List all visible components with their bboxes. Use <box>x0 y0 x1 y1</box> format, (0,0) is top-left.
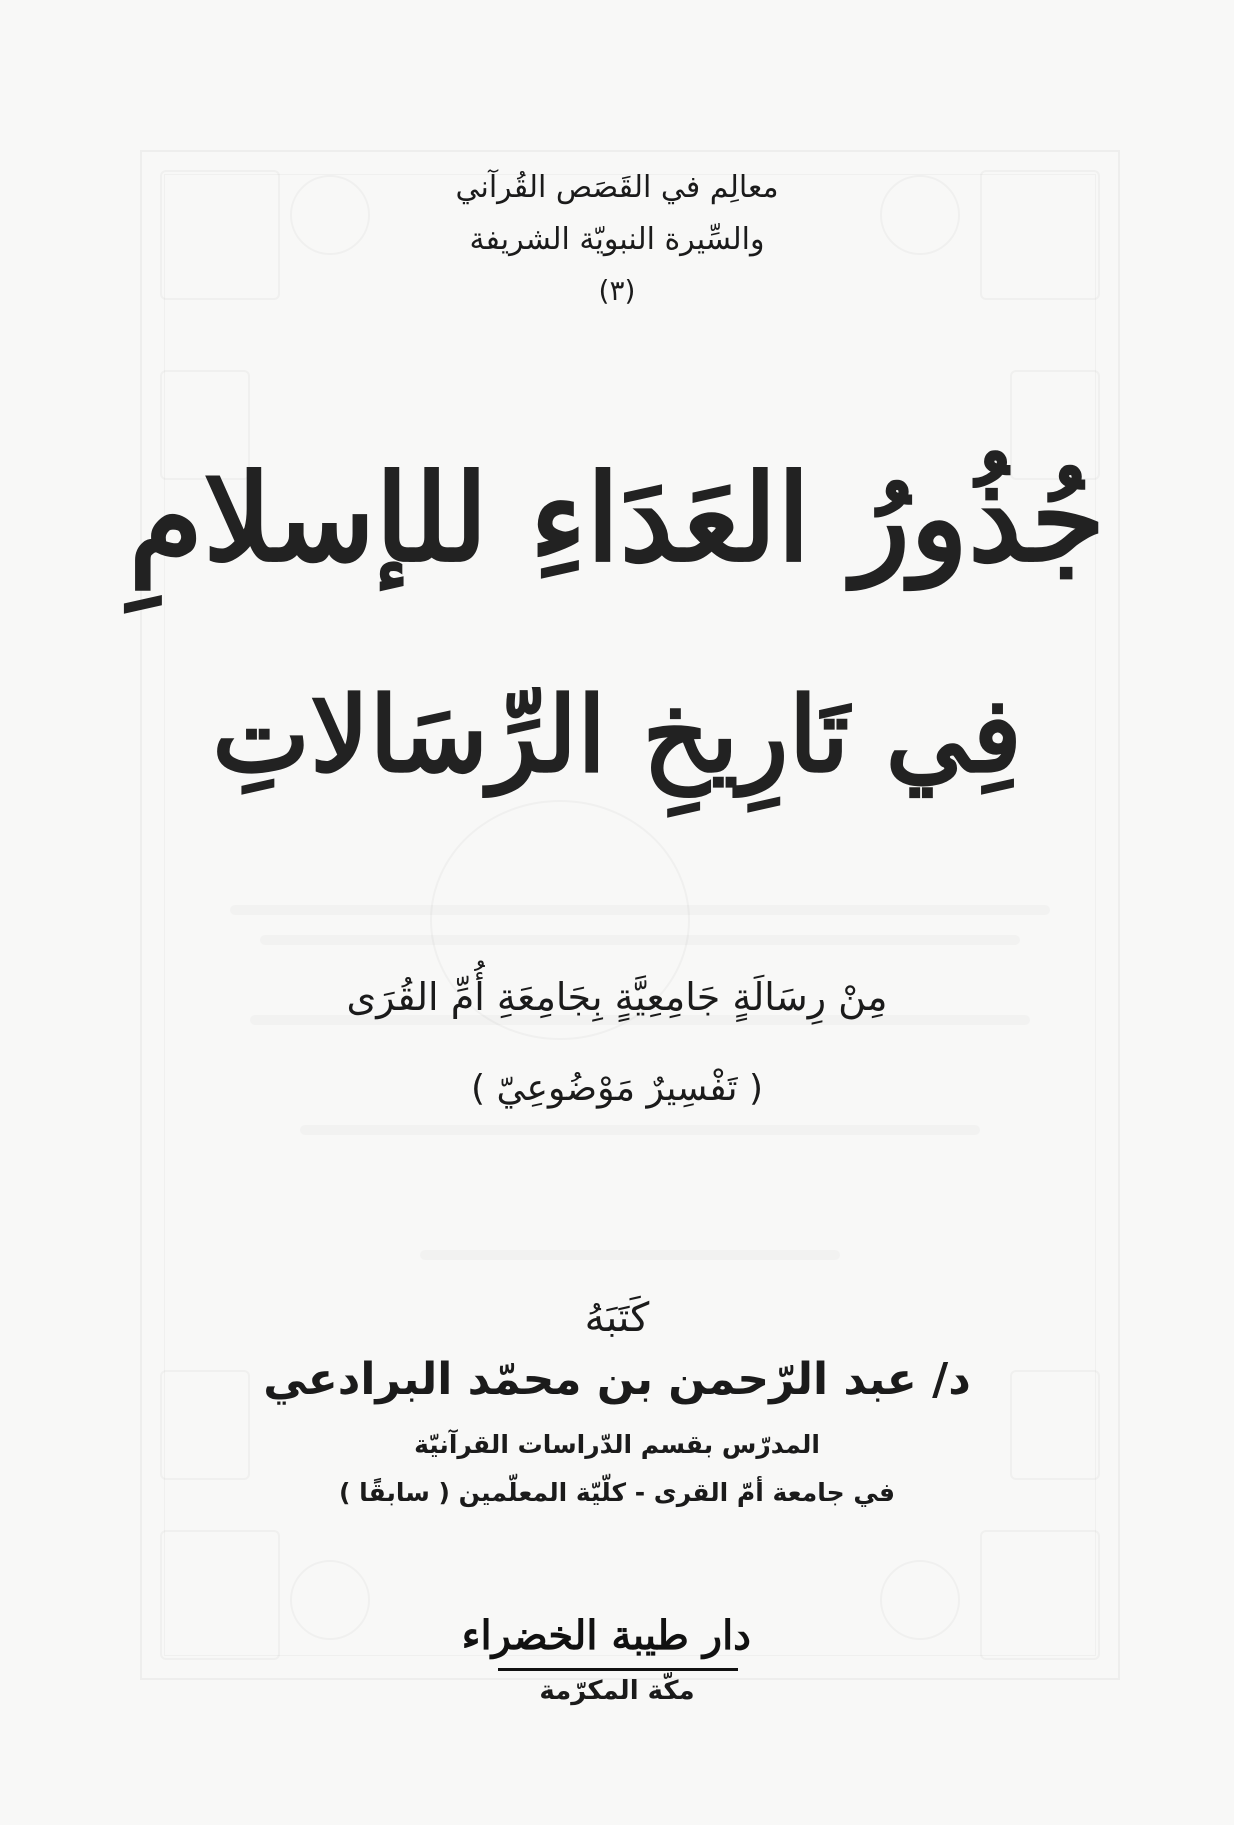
series-number: (٣) <box>598 274 636 307</box>
show-through-text <box>300 1125 980 1135</box>
show-through-text <box>420 1250 840 1260</box>
written-by-label: كَتَبَهُ <box>584 1295 650 1341</box>
thesis-note: مِنْ رِسَالَةٍ جَامِعِيَّةٍ بِجَامِعَةِ أُمِّ القُرَى <box>346 975 888 1019</box>
thesis-type: ( تَفْسِيرٌ مَوْضُوعِيّ ) <box>470 1068 764 1109</box>
show-through-ornament <box>980 1530 1100 1660</box>
book-title-line-2: فِي تَارِيخِ الرِّسَالاتِ <box>212 673 1022 796</box>
show-through-text <box>260 935 1020 945</box>
series-subtitle: والسِّيرة النبويّة الشريفة <box>469 222 765 257</box>
author-name: د/ عبد الرّحمن بن محمّد البرادعي <box>263 1354 971 1405</box>
show-through-medallion <box>880 1560 960 1640</box>
show-through-text <box>230 905 1050 915</box>
author-affiliation-line-2: في جامعة أمّ القرى - كلّيّة المعلّمين ( سابقًا ) <box>338 1478 896 1507</box>
publisher-logo-underline <box>498 1668 738 1671</box>
show-through-medallion <box>290 1560 370 1640</box>
publisher-city: مكّة المكرّمة <box>539 1676 695 1706</box>
show-through-ornament <box>160 1530 280 1660</box>
series-title: معالِم في القَصَص القُرآني <box>455 170 779 205</box>
book-title-line-1: جُذُورُ العَدَاءِ للإسلامِ <box>128 448 1106 589</box>
author-affiliation-line-1: المدرّس بقسم الدّراسات القرآنيّة <box>414 1430 820 1459</box>
publisher-logo: دار طيبة الخضراء <box>461 1612 751 1659</box>
